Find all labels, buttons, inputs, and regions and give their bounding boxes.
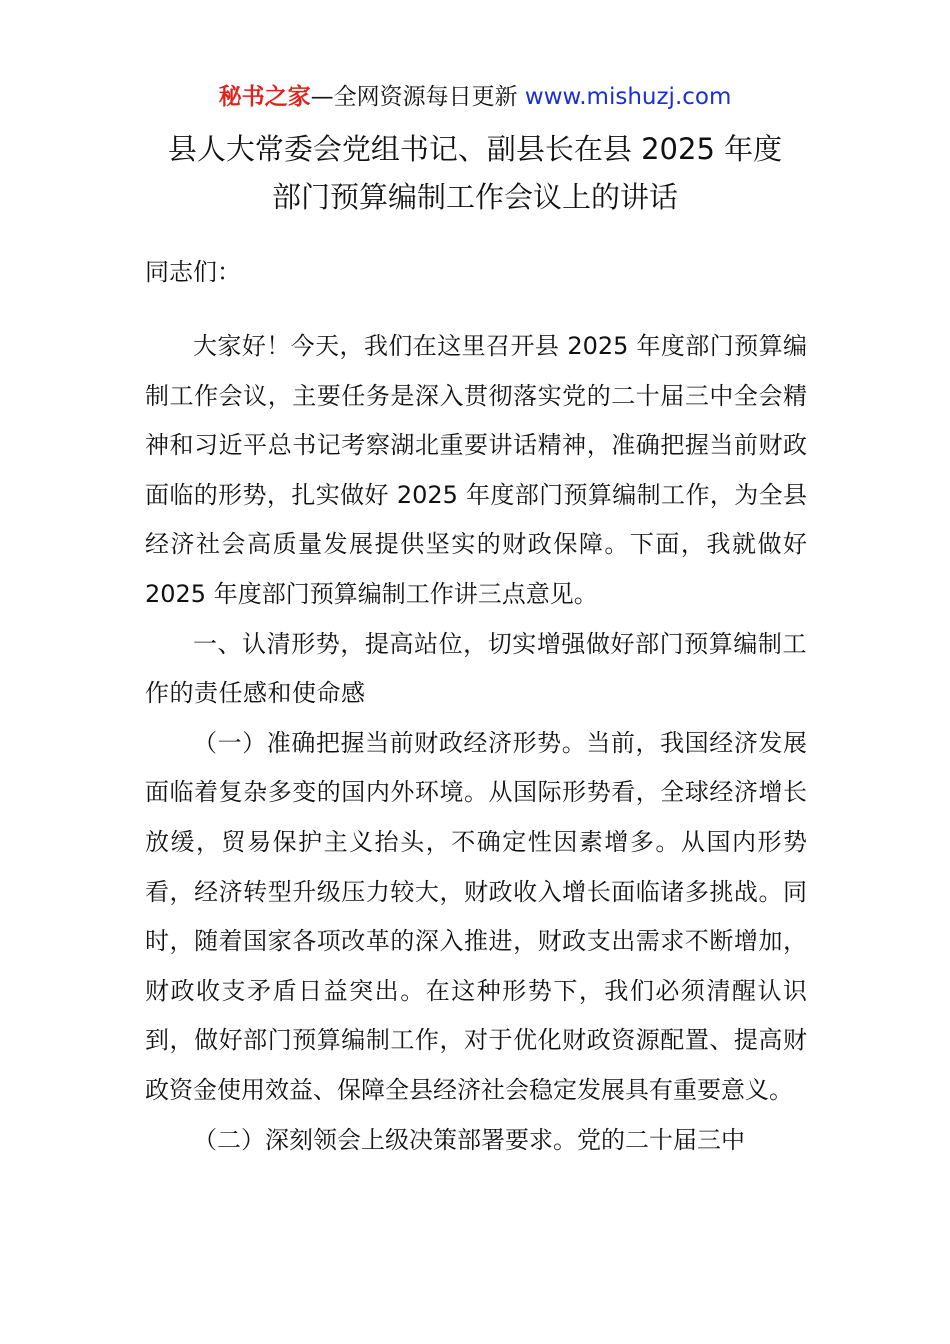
paragraph-opening: 大家好！今天，我们在这里召开县 2025 年度部门预算编制工作会议，主要任务是深入贯彻落实党的二十届三中全会精神和习近平总书记考察湖北重要讲话精神，准确把握当前财政面临的形势，扎实做好 2025 年度部门预算编制工作，为全县经济社会高质量发展提供坚实的财政保障。下面，我就做好 2025 年度部门预算编制工作讲三点意见。 <box>145 332 807 608</box>
header-tagline: —全网资源每日更新 <box>310 84 518 110</box>
site-header <box>0 80 950 114</box>
document-title-line-2: 部门预算编制工作会议上的讲话 <box>271 180 678 214</box>
paragraph-subsection-1: （一）准确把握当前财政经济形势。当前，我国经济发展面临着复杂多变的国内外环境。从国际形势看，全球经济增长放缓，贸易保护主义抬头，不确定性因素增多。从国内形势看，经济转型升级压力较大，财政收入增长面临诸多挑战。同时，随着国家各项改革的深入推进，财政支出需求不断增加，财政收支矛盾日益突出。在这种形势下，我们必须清醒认识到，做好部门预算编制工作，对于优化财政资源配置、提高财政资金使用效益、保障全县经济社会稳定发展具有重要意义。 <box>145 728 807 1104</box>
document-body <box>145 322 807 1165</box>
site-url-link[interactable]: www.mishuzj.com <box>524 84 732 110</box>
salutation: 同志们： <box>145 258 241 286</box>
brand-name: 秘书之家 <box>218 84 311 110</box>
section-heading-1: 一、认清形势，提高站位，切实增强做好部门预算编制工作的责任感和使命感 <box>145 629 807 708</box>
paragraph-subsection-2: （二）深刻领会上级决策部署要求。党的二十届三中 <box>193 1125 745 1154</box>
document-title-line-1: 县人大常委会党组书记、副县长在县 2025 年度 <box>167 132 783 166</box>
